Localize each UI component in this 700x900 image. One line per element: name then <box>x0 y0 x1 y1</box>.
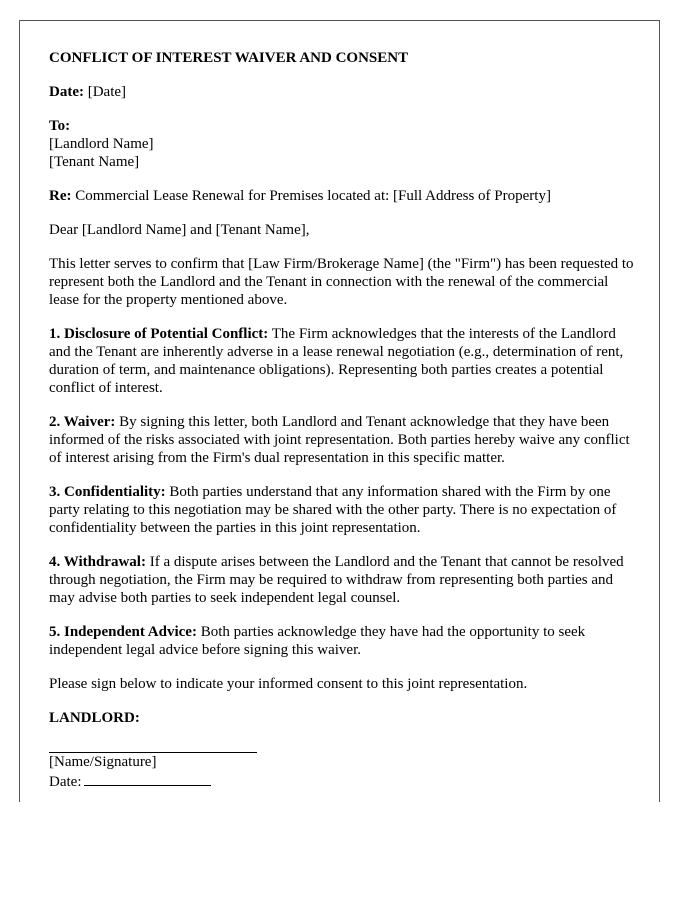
landlord-date-field[interactable] <box>84 771 211 786</box>
section-waiver <box>49 413 639 467</box>
landlord-name-signature: [Name/Signature] <box>49 754 157 770</box>
section-withdrawal <box>49 553 639 607</box>
section-text: Both parties understand that any information shared with the Firm by one party relating to this negotiation may be shared with the other party. There is no expectation of confidentiality between the parties in this joint representation. <box>49 484 617 536</box>
letter-body <box>49 49 639 791</box>
section-independent-advice <box>49 623 639 659</box>
section-heading: 5. Independent Advice: <box>49 624 197 640</box>
recipient-landlord: [Landlord Name] <box>49 136 154 152</box>
landlord-date-line <box>49 771 639 791</box>
date-label: Date: <box>49 84 84 100</box>
section-text: If a dispute arises between the Landlord and the Tenant that cannot be resolved through negotiation, the Firm may be required to withdraw from representing both parties and may advise both parties to seek independent legal counsel. <box>49 554 624 606</box>
section-confidentiality <box>49 483 639 537</box>
section-text: By signing this letter, both Landlord and Tenant acknowledge that they have been informed of the risks associated with joint representation. Both parties hereby waive any conflict of interest arising from the Firm's dual representation in this specific matter. <box>49 414 630 466</box>
re-line <box>49 187 639 205</box>
closing-paragraph: Please sign below to indicate your informed consent to this joint representation. <box>49 676 528 692</box>
date-line <box>49 83 639 101</box>
landlord-date-label: Date: <box>49 774 82 790</box>
section-heading: 3. Confidentiality: <box>49 484 166 500</box>
landlord-signature-line[interactable] <box>49 735 639 753</box>
landlord-label: LANDLORD: <box>49 710 140 726</box>
section-heading: 1. Disclosure of Potential Conflict: <box>49 326 269 342</box>
section-text: Both parties acknowledge they have had the opportunity to seek independent legal advice before signing this waiver. <box>49 624 586 658</box>
section-text: The Firm acknowledges that the interests of the Landlord and the Tenant are inherently adverse in a lease renewal negotiation (e.g., determination of rent, duration of term, and maintenance obligations). Representing both parties creates a potential conflict of interest. <box>49 326 624 396</box>
intro-paragraph: This letter serves to confirm that [Law Firm/Brokerage Name] (the "Firm") has been requested to represent both the Landlord and the Tenant in connection with the renewal of the commercial lease for the property mentioned above. <box>49 256 634 308</box>
to-label: To: <box>49 118 71 134</box>
recipients-block <box>49 117 639 171</box>
section-heading: 2. Waiver: <box>49 414 116 430</box>
re-label: Re: <box>49 188 72 204</box>
date-value: [Date] <box>87 84 127 100</box>
re-text: Commercial Lease Renewal for Premises located at: [Full Address of Property] <box>75 188 551 204</box>
salutation: Dear [Landlord Name] and [Tenant Name], <box>49 222 310 238</box>
recipient-tenant: [Tenant Name] <box>49 154 140 170</box>
section-heading: 4. Withdrawal: <box>49 554 146 570</box>
section-disclosure <box>49 325 639 397</box>
document-title: CONFLICT OF INTEREST WAIVER AND CONSENT <box>49 50 409 66</box>
document-page <box>19 20 660 802</box>
